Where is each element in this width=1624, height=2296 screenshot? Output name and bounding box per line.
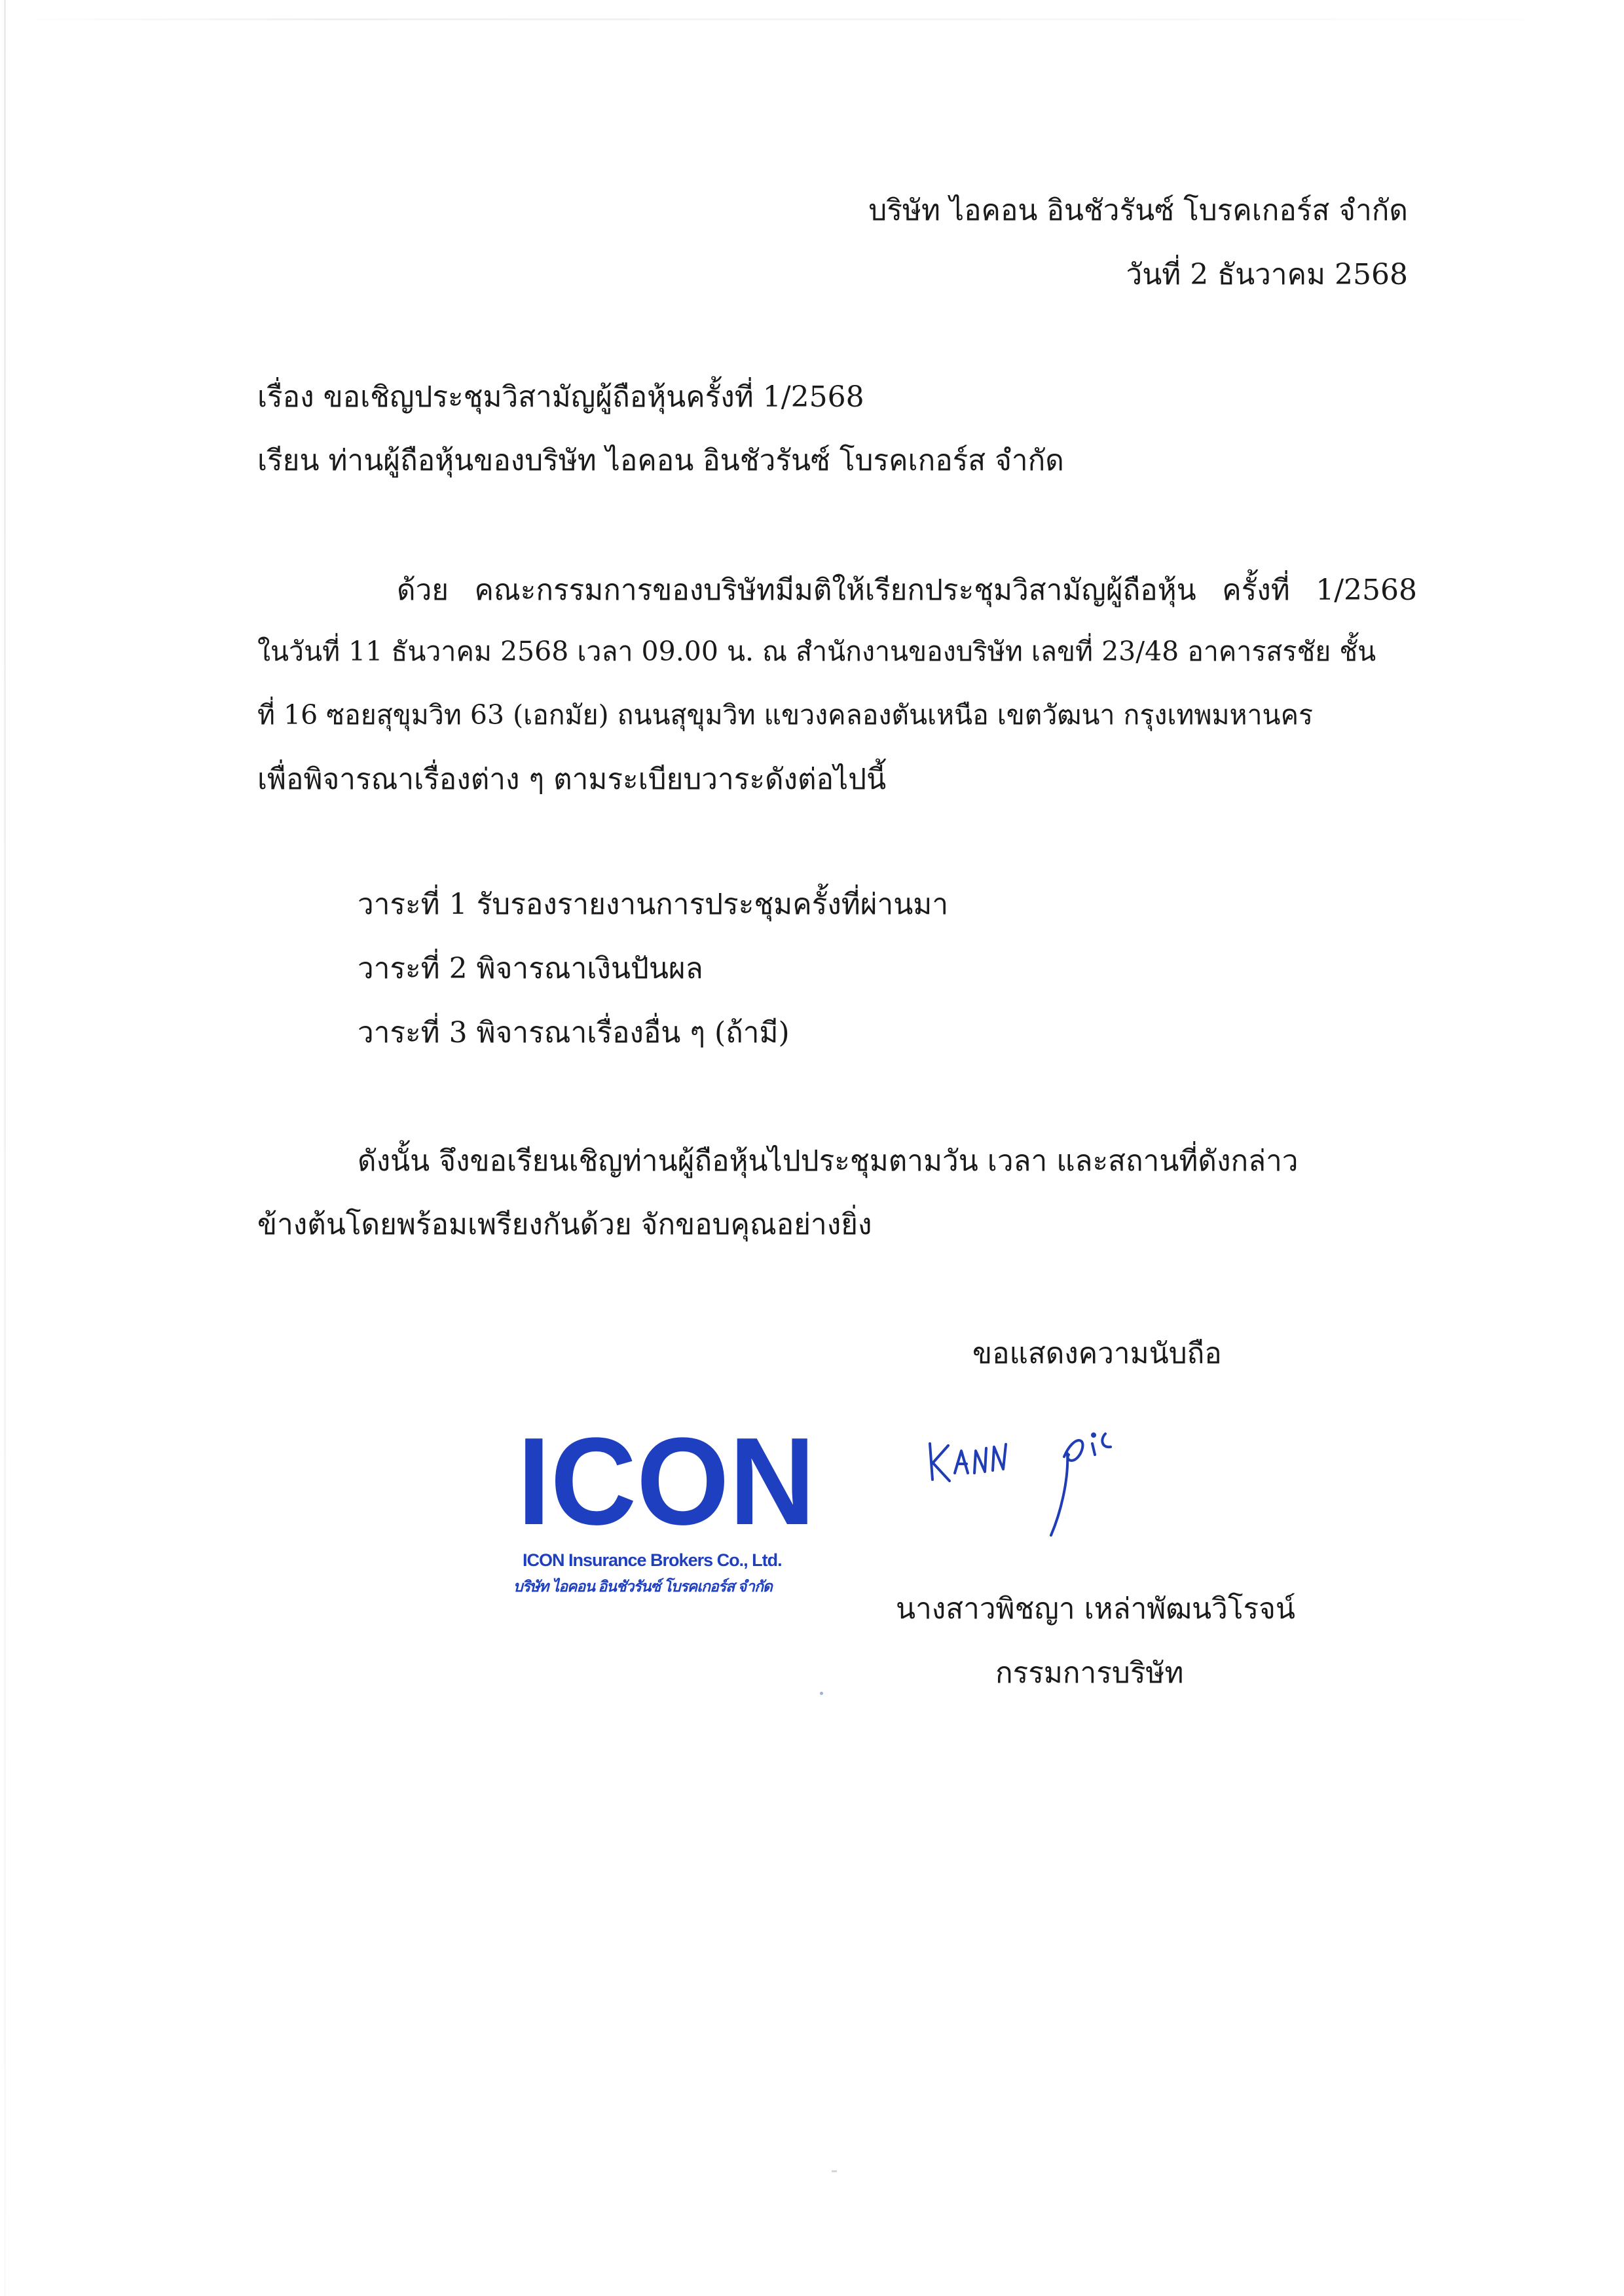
body-line-1-part-2: คณะกรรมการของบริษัทมีมติให้เรียกประชุมวิสามัญผู้ถือหุ้น: [474, 574, 1196, 607]
letter-date: วันที่ 2 ธันวาคม 2568: [1126, 258, 1408, 291]
body-line-4: เพื่อพิจารณาเรื่องต่าง ๆ ตามระเบียบวาระดังต่อไปนี้: [257, 763, 887, 796]
agenda-item-2: วาระที่ 2 พิจารณาเงินปันผล: [358, 952, 703, 985]
body-line-2: ในวันที่ 11 ธันวาคม 2568 เวลา 09.00 น. ณ สำนักงานของบริษัท เลขที่ 23/48 อาคารสรชัย ชั้น: [257, 636, 1376, 667]
sign-off: ขอแสดงความนับถือ: [972, 1337, 1222, 1370]
scan-edge-left: [4, 0, 6, 2296]
body-line-1: [397, 576, 1417, 605]
closing-line-2: ข้างต้นโดยพร้อมเพรียงกันด้วย จักขอบคุณอย่างยิ่ง: [257, 1208, 872, 1241]
stamp-english-name: ICON Insurance Brokers Co., Ltd.: [523, 1550, 782, 1570]
handwritten-signature: [917, 1408, 1192, 1539]
letter-recipient: เรียน ท่านผู้ถือหุ้นของบริษัท ไอคอน อินชัวรันซ์ โบรคเกอร์ส จำกัด: [257, 444, 1064, 477]
scan-speck-2: [832, 2170, 837, 2172]
company-header: บริษัท ไอคอน อินชัวรันซ์ โบรคเกอร์ส จำกัด: [868, 194, 1408, 227]
company-stamp: [511, 1434, 838, 1604]
agenda-item-1: วาระที่ 1 รับรองรายงานการประชุมครั้งที่ผ่านมา: [358, 888, 949, 921]
scan-speck: [820, 1692, 823, 1695]
icon-logo: [517, 1434, 819, 1532]
scan-edge-top: [0, 18, 1624, 20]
body-line-3: ที่ 16 ซอยสุขุมวิท 63 (เอกมัย) ถนนสุขุมวิท แขวงคลองตันเหนือ เขตวัฒนา กรุงเทพมหานคร: [257, 699, 1314, 731]
signatory-title: กรรมการบริษัท: [995, 1656, 1184, 1690]
logo-wordmark: ICON: [517, 1434, 815, 1532]
closing-line-1: ดังนั้น จึงขอเรียนเชิญท่านผู้ถือหุ้นไปประชุมตามวัน เวลา และสถานที่ดังกล่าว: [358, 1144, 1299, 1178]
stamp-thai-name: บริษัท ไอคอน อินชัวรันซ์ โบรคเกอร์ส จำกัด: [513, 1578, 772, 1595]
body-line-1-part-3: ครั้งที่: [1222, 574, 1290, 607]
signatory-name: นางสาวพิชญา เหล่าพัฒนวิโรจน์: [896, 1592, 1295, 1626]
agenda-item-3: วาระที่ 3 พิจารณาเรื่องอื่น ๆ (ถ้ามี): [358, 1016, 790, 1049]
body-line-1-part-1: ด้วย: [397, 574, 449, 607]
body-line-1-part-4: 1/2568: [1316, 574, 1417, 607]
letter-subject: เรื่อง ขอเชิญประชุมวิสามัญผู้ถือหุ้นครั้งที่ 1/2568: [257, 380, 864, 414]
